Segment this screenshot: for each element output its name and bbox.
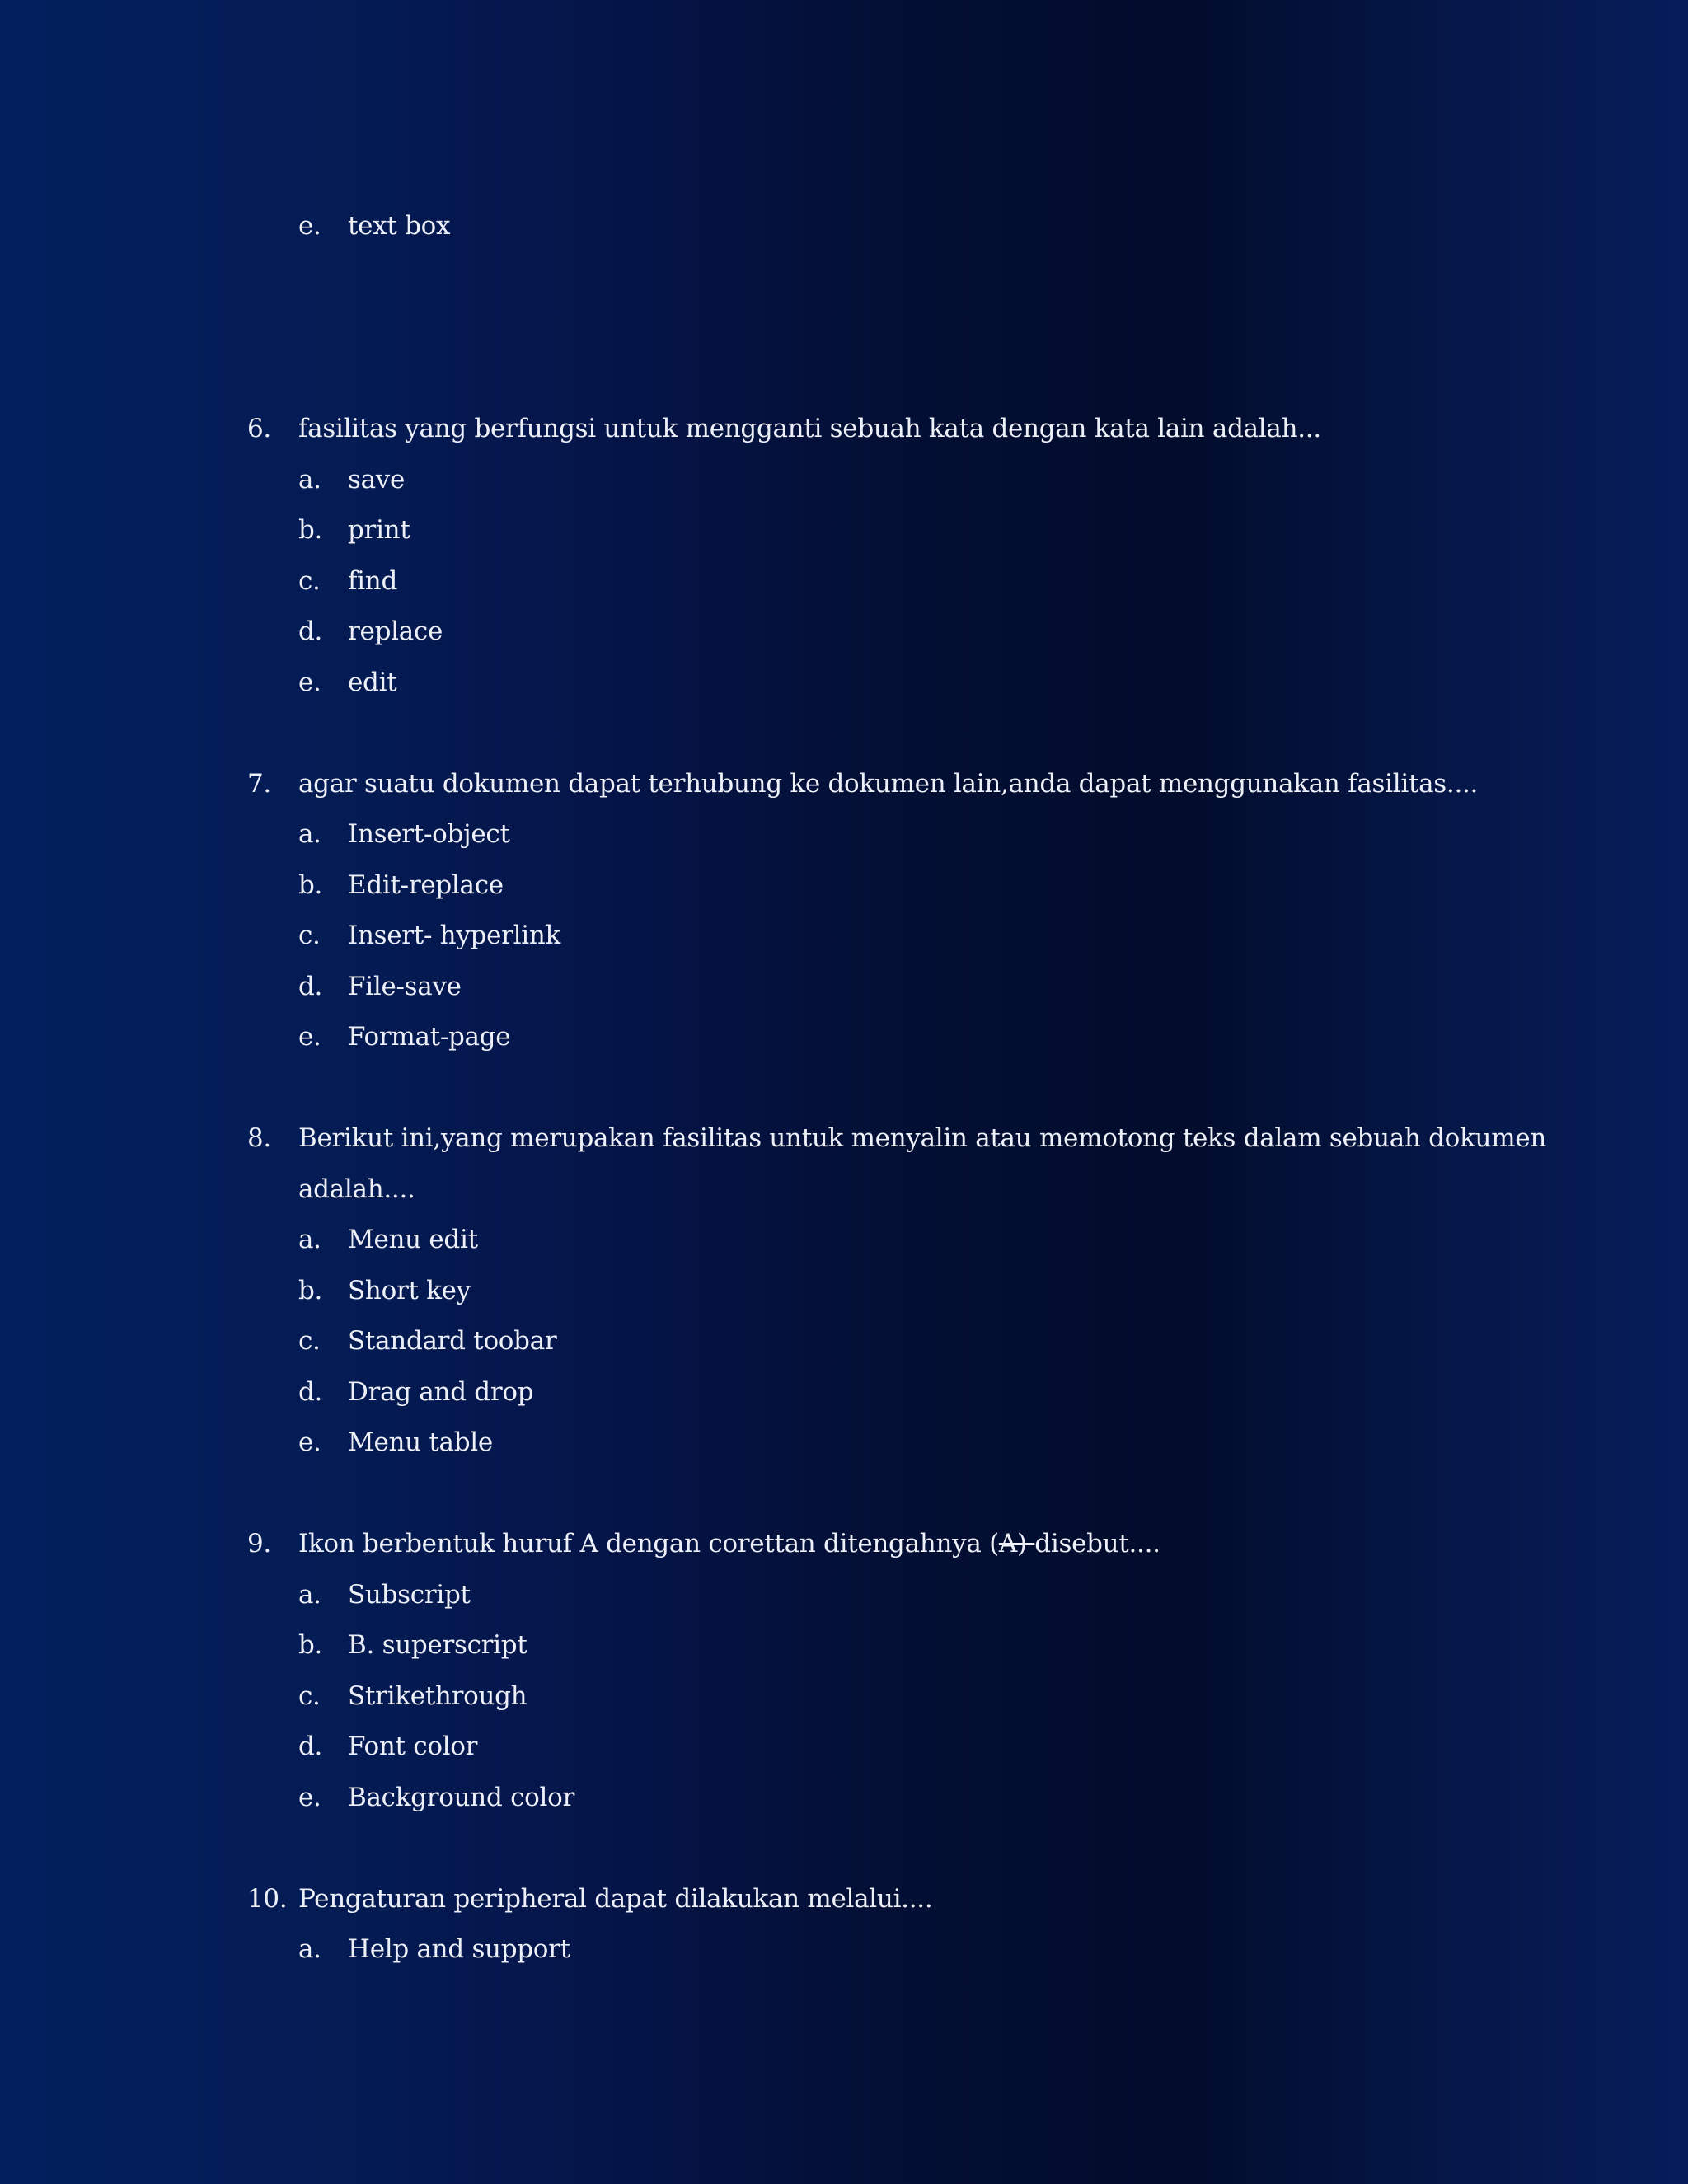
strikethrough-sample-icon: A) [998, 1529, 1035, 1558]
question-text: Berikut ini,yang merupakan fasilitas untuk menyalin atau memotong teks dalam sebuah dokumen [298, 1123, 1546, 1153]
option-letter: b. [298, 1276, 323, 1305]
option-text: Edit-replace [348, 870, 504, 900]
option-text: print [348, 515, 410, 545]
question-text-after: disebut.... [1034, 1529, 1160, 1558]
option-text: Subscript [348, 1580, 471, 1610]
option-letter: a. [298, 819, 321, 849]
question-text: agar suatu dokumen dapat terhubung ke dokumen lain,anda dapat menggunakan fasilitas.... [298, 769, 1479, 799]
option-text: edit [348, 668, 397, 697]
question-text: fasilitas yang berfungsi untuk mengganti sebuah kata dengan kata lain adalah... [298, 414, 1321, 443]
option-letter: a. [298, 465, 321, 494]
option-letter: e. [298, 1427, 321, 1457]
question-text-continued: adalah.... [298, 1174, 415, 1204]
option-text: Menu table [348, 1427, 493, 1457]
option-letter: b. [298, 515, 323, 545]
option-text: B. superscript [348, 1630, 528, 1660]
option-text: save [348, 465, 406, 494]
question-text: Pengaturan peripheral dapat dilakukan melalui.... [298, 1884, 933, 1914]
option-text: Drag and drop [348, 1377, 534, 1407]
option-letter: a. [298, 1225, 321, 1254]
option-letter: c. [298, 566, 321, 596]
option-text: Insert-object [348, 819, 510, 849]
option-letter: e. [298, 1783, 321, 1812]
option-letter: e. [298, 668, 321, 697]
option-text: replace [348, 616, 443, 646]
option-text: Font color [348, 1732, 478, 1761]
option-text: find [348, 566, 397, 596]
option-letter: d. [298, 1377, 323, 1407]
option-letter: c. [298, 1681, 321, 1711]
option-letter: a. [298, 1580, 321, 1610]
question-number: 6. [247, 414, 271, 443]
option-text: Format-page [348, 1022, 511, 1052]
option-letter: e. [298, 1022, 321, 1052]
option-letter: b. [298, 870, 323, 900]
option-letter: a. [298, 1934, 321, 1964]
question-number: 7. [247, 769, 271, 799]
option-text: Insert- hyperlink [348, 921, 561, 950]
option-letter: d. [298, 972, 323, 1001]
option-text: File-save [348, 972, 462, 1001]
option-letter: e. [298, 211, 321, 241]
question-number: 8. [247, 1123, 271, 1153]
option-letter: b. [298, 1630, 323, 1660]
option-text: Menu edit [348, 1225, 478, 1254]
option-text: Standard toobar [348, 1326, 557, 1356]
question-text [298, 1527, 1160, 1560]
option-letter: c. [298, 921, 321, 950]
option-text: text box [348, 211, 451, 241]
option-text: Short key [348, 1276, 471, 1305]
option-text: Background color [348, 1783, 574, 1812]
option-letter: d. [298, 616, 323, 646]
option-text: Help and support [348, 1934, 570, 1964]
option-letter: d. [298, 1732, 323, 1761]
option-letter: c. [298, 1326, 321, 1356]
question-text-before: Ikon berbentuk huruf A dengan corettan ditengahnya ( [298, 1529, 999, 1558]
question-number: 9. [247, 1529, 271, 1558]
option-text: Strikethrough [348, 1681, 528, 1711]
question-number: 10. [247, 1884, 288, 1914]
